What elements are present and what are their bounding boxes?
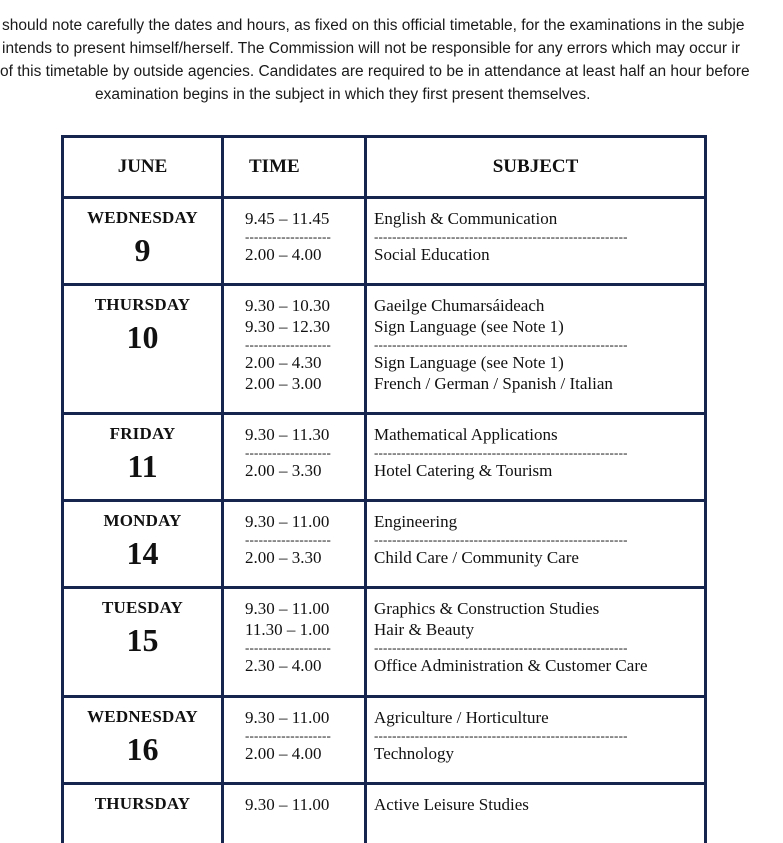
day-cell	[63, 588, 223, 697]
session-divider: --------------------------------------------------------	[374, 445, 704, 459]
subject-name: Hotel Catering & Tourism	[374, 460, 704, 481]
subject-cell	[366, 784, 706, 843]
time-slot: 2.00 – 4.30	[245, 352, 364, 373]
time-slot: 9.30 – 11.00	[245, 511, 364, 532]
session-divider: --------------------------------------------------------	[374, 229, 704, 243]
day-date: 9	[64, 231, 221, 269]
intro-line: of this timetable by outside agencies. Candidates are required to be in attendance at least half an hour before	[0, 60, 783, 83]
subject-name: Graphics & Construction Studies	[374, 598, 704, 619]
table-row	[63, 414, 706, 501]
time-slot: 9.30 – 12.30	[245, 316, 364, 337]
time-cell	[223, 588, 366, 697]
table-row	[63, 784, 706, 843]
time-slot: 9.30 – 11.00	[245, 794, 364, 815]
time-cell	[223, 285, 366, 414]
subject-name: English & Communication	[374, 208, 704, 229]
day-date: 14	[64, 534, 221, 572]
intro-line: intends to present himself/herself. The Commission will not be responsible for any errors which may occur ir	[2, 37, 783, 60]
time-slot: 2.00 – 4.00	[245, 244, 364, 265]
subject-cell	[366, 285, 706, 414]
subject-cell	[366, 198, 706, 285]
day-cell	[63, 697, 223, 784]
session-divider: -------------------	[245, 640, 364, 654]
exam-timetable	[61, 135, 707, 843]
header-month: JUNE	[63, 137, 223, 198]
day-date: 11	[64, 447, 221, 485]
time-slot: 2.00 – 3.30	[245, 547, 364, 568]
intro-paragraph	[0, 14, 783, 106]
subject-name: Mathematical Applications	[374, 424, 704, 445]
subject-name: Office Administration & Customer Care	[374, 655, 704, 676]
subject-name: Social Education	[374, 244, 704, 265]
subject-name: Engineering	[374, 511, 704, 532]
session-divider: --------------------------------------------------------	[374, 728, 704, 742]
time-slot: 2.00 – 3.00	[245, 373, 364, 394]
subject-name: Technology	[374, 743, 704, 764]
session-divider: --------------------------------------------------------	[374, 640, 704, 654]
table-row	[63, 501, 706, 588]
session-divider: -------------------	[245, 445, 364, 459]
subject-name: French / German / Spanish / Italian	[374, 373, 704, 394]
table-row	[63, 588, 706, 697]
subject-name: Hair & Beauty	[374, 619, 704, 640]
subject-cell	[366, 697, 706, 784]
subject-cell	[366, 414, 706, 501]
day-name: THURSDAY	[64, 793, 221, 815]
time-cell	[223, 198, 366, 285]
day-name: WEDNESDAY	[64, 207, 221, 229]
table-row	[63, 697, 706, 784]
time-cell	[223, 501, 366, 588]
time-slot: 2.00 – 3.30	[245, 460, 364, 481]
session-divider: -------------------	[245, 229, 364, 243]
header-time: TIME	[223, 137, 366, 198]
time-slot: 9.30 – 11.00	[245, 598, 364, 619]
time-slot: 9.30 – 11.00	[245, 707, 364, 728]
subject-name: Sign Language (see Note 1)	[374, 352, 704, 373]
day-date: 16	[64, 730, 221, 768]
header-subject: SUBJECT	[366, 137, 706, 198]
time-cell	[223, 784, 366, 843]
session-divider: -------------------	[245, 337, 364, 351]
day-cell	[63, 784, 223, 843]
subject-name: Child Care / Community Care	[374, 547, 704, 568]
session-divider: -------------------	[245, 728, 364, 742]
day-name: THURSDAY	[64, 294, 221, 316]
time-slot: 2.00 – 4.00	[245, 743, 364, 764]
day-date: 15	[64, 621, 221, 659]
day-name: MONDAY	[64, 510, 221, 532]
time-slot: 9.30 – 10.30	[245, 295, 364, 316]
session-divider: --------------------------------------------------------	[374, 532, 704, 546]
subject-name: Sign Language (see Note 1)	[374, 316, 704, 337]
day-name: FRIDAY	[64, 423, 221, 445]
table-header-row	[63, 137, 706, 198]
table-row	[63, 285, 706, 414]
day-cell	[63, 198, 223, 285]
day-name: WEDNESDAY	[64, 706, 221, 728]
subject-name: Agriculture / Horticulture	[374, 707, 704, 728]
day-cell	[63, 414, 223, 501]
subject-name: Gaeilge Chumarsáideach	[374, 295, 704, 316]
day-name: TUESDAY	[64, 597, 221, 619]
subject-cell	[366, 501, 706, 588]
day-date: 10	[64, 318, 221, 356]
intro-line: should note carefully the dates and hours, as fixed on this official timetable, for the examinations in the subje	[2, 14, 783, 37]
time-slot: 9.30 – 11.30	[245, 424, 364, 445]
time-cell	[223, 697, 366, 784]
day-cell	[63, 501, 223, 588]
table-row	[63, 198, 706, 285]
time-slot: 9.45 – 11.45	[245, 208, 364, 229]
day-cell	[63, 285, 223, 414]
time-slot: 11.30 – 1.00	[245, 619, 364, 640]
subject-name: Active Leisure Studies	[374, 794, 704, 815]
time-cell	[223, 414, 366, 501]
time-slot: 2.30 – 4.00	[245, 655, 364, 676]
session-divider: -------------------	[245, 532, 364, 546]
intro-line: examination begins in the subject in which they first present themselves.	[95, 83, 783, 106]
session-divider: --------------------------------------------------------	[374, 337, 704, 351]
subject-cell	[366, 588, 706, 697]
